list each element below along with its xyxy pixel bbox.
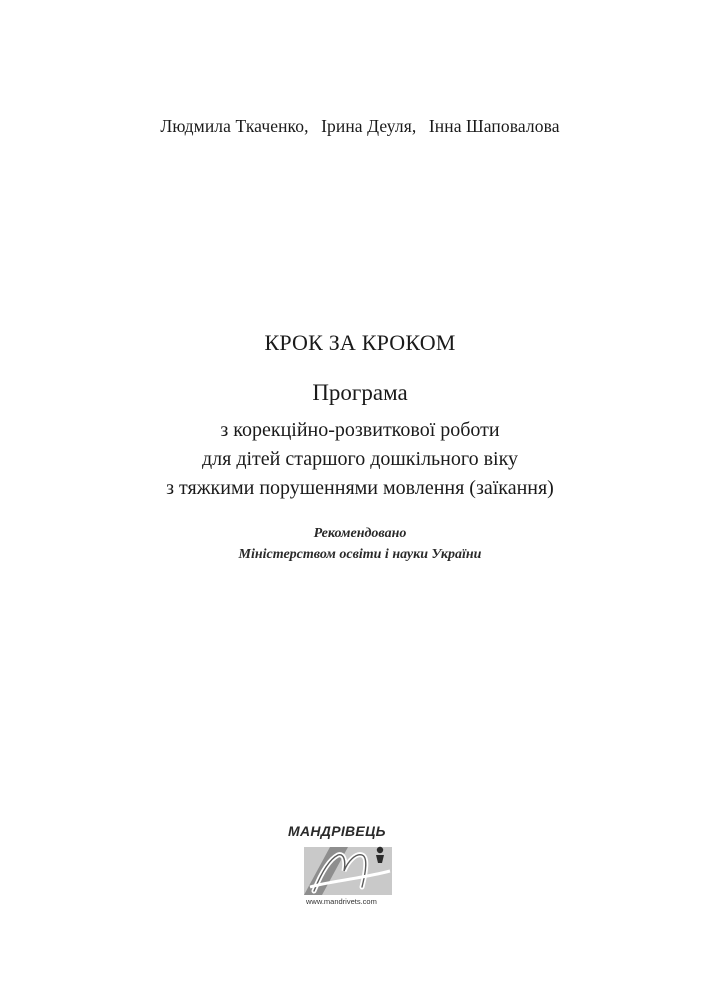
author-1: Людмила Ткаченко, <box>160 116 309 136</box>
author-3: Інна Шаповалова <box>428 116 560 136</box>
publisher-name: МАНДРІВЕЦЬ <box>288 823 386 839</box>
author-2: Ірина Деуля, <box>321 116 417 136</box>
publisher-logo <box>282 823 412 913</box>
recommendation-line-1: Рекомендовано <box>313 526 407 541</box>
subtitle-main: Програма <box>312 380 408 405</box>
mandrivets-m-logo-icon <box>300 841 396 899</box>
logo-figure-head <box>377 847 383 853</box>
authors-line <box>0 116 720 137</box>
recommendation-line-2: Міністерством освіти і науки України <box>238 547 482 562</box>
recommendation <box>0 523 720 565</box>
book-title: КРОК ЗА КРОКОМ <box>264 330 456 355</box>
subtitle-description <box>0 416 720 503</box>
publisher-url: www.mandrivets.com <box>306 897 377 906</box>
subtitle-line-1: з корекційно-розвиткової роботи <box>220 419 500 441</box>
subtitle-line-2: для дітей старшого дошкільного віку <box>201 448 519 470</box>
subtitle-line-3: з тяжкими порушеннями мовлення (заїкання) <box>166 477 554 499</box>
